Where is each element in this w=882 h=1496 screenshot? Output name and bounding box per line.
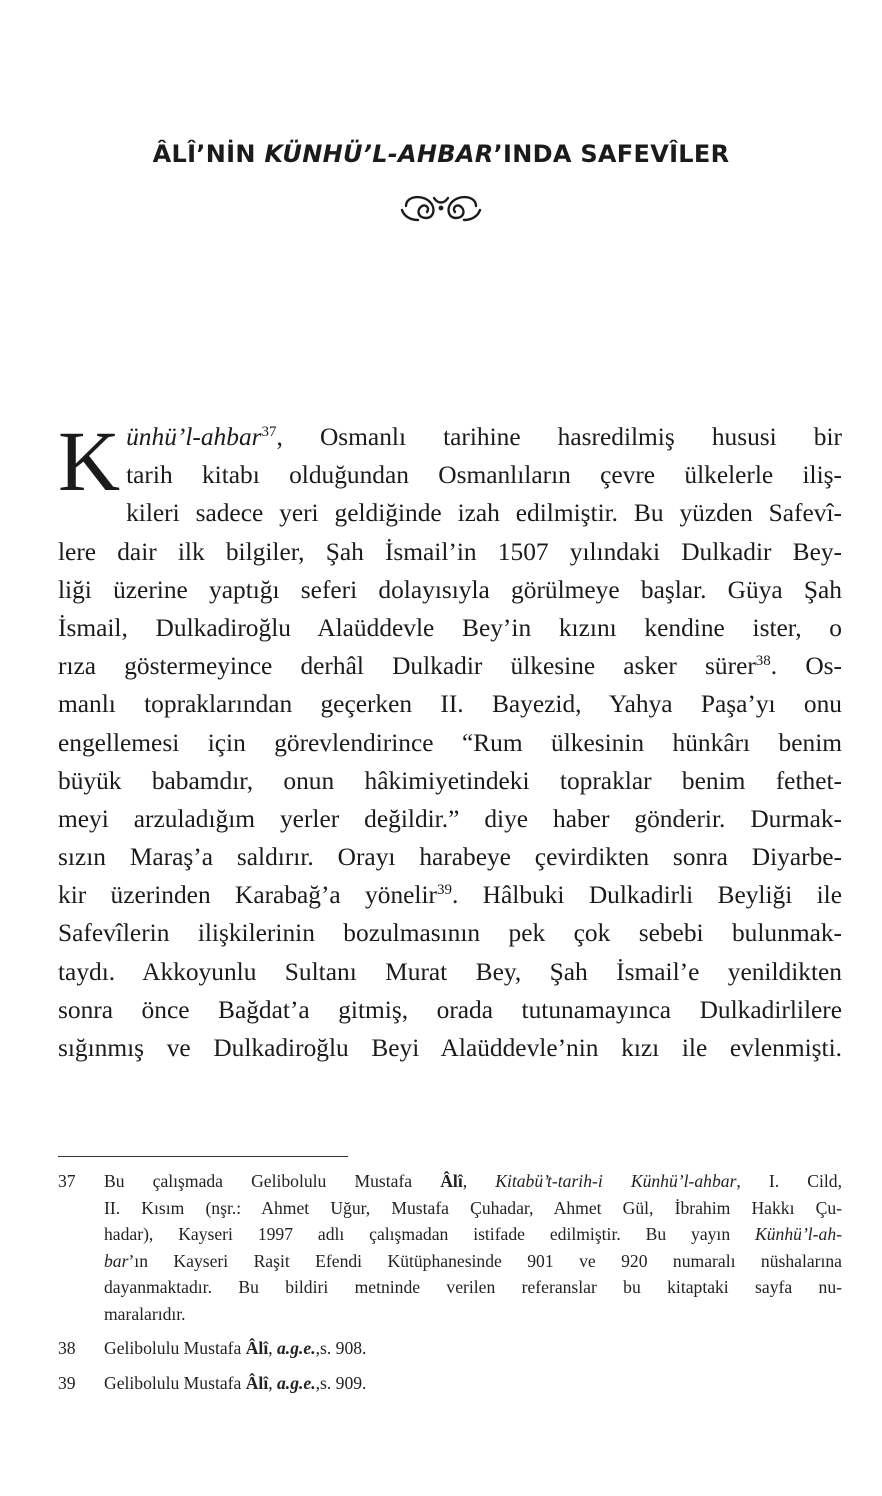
body-line: sığınmış ve Dulkadiroğlu Beyi Alaüddevle’nin kızı ile evlenmişti.	[58, 1034, 842, 1062]
body-line: rıza göstermeyince derhâl Dulkadir ülkesine asker sürer$^{38}$. Os-	[58, 652, 842, 681]
body-line: lere dair ilk bilgiler, Şah İsmail’in 1507 yılındaki Dulkadir Bey-	[58, 537, 842, 566]
drop-cap: K	[58, 413, 121, 509]
body-line: büyük babamdır, onun hâkimiyetindeki topraklar benim fethet-	[58, 766, 842, 795]
title-part-1: ÂLÎ’NİN	[152, 140, 265, 168]
footnotes	[58, 1168, 842, 1404]
footnote-39	[58, 1370, 842, 1397]
body-line: meyi arzuladığım yerler değildir.” diye haber gönderir. Durmak-	[58, 804, 842, 833]
body-line: Safevîlerin ilişkilerinin bozulmasının pek çok sebebi bulunmak-	[58, 919, 842, 948]
footnote-text: Gelibolulu Mustafa Âlî, a.g.e.,s. 909.	[104, 1372, 367, 1393]
footnote-ref-38[interactable]: 38	[755, 653, 771, 670]
body-line: ünhü’l-ahbar$^{37}$, Osmanlı tarihine hasredilmiş hususi bir	[126, 423, 842, 451]
body-line: tarih kitabı olduğundan Osmanlıların çevre ülkelerle iliş-	[126, 461, 842, 490]
footnote-38	[58, 1335, 842, 1362]
footnote-number: 37	[58, 1171, 76, 1191]
body-line: sonra önce Bağdat’a gitmiş, orada tutunamayınca Dulkadirlilere	[58, 995, 842, 1024]
footnote-number: 38	[58, 1338, 76, 1358]
body-line: İsmail, Dulkadiroğlu Alaüddevle Bey’in kızını kendine ister, o	[58, 613, 842, 642]
body-line: kileri sadece yeri geldiğinde izah edilmiştir. Bu yüzden Safevî-	[126, 499, 842, 528]
title-part-2: ’INDA SAFEVÎLER	[493, 140, 730, 168]
body-line: taydı. Akkoyunlu Sultanı Murat Bey, Şah İsmail’e yenildikten	[58, 957, 842, 986]
footnote-37	[58, 1168, 842, 1327]
footnote-number: 39	[58, 1372, 76, 1393]
footnote-ref-39[interactable]: 39	[436, 882, 452, 899]
footnote-text: Bu çalışmada Gelibolulu Mustafa Âlî, Kitabü’t-tarih-i Künhü’l-ahbar, I. Cild, II. Kısım (nşr.: Ahmet Uğur, Mustafa Çuhadar, Ahmet Gül, İbrahim Hakkı Çu- hadar), Kayseri 1997 adlı çalışmadan istifade edilmiştir. Bu yayın Künhü’l-ah- bar’ın Kayseri Raşit Efendi Kütüphanesinde 901 ve 920 numaralı nüshalarına dayanmaktadır. Bu bildiri metninde verilen referanslar bu kitaptaki sayfa nu- maralarıdır.	[104, 1171, 843, 1324]
body-line: liği üzerine yaptığı seferi dolayısıyla görülmeye başlar. Güya Şah	[58, 575, 842, 604]
footnote-ref-37[interactable]: 37	[261, 424, 277, 440]
body-line: sızın Maraş’a saldırır. Orayı harabeye çevirdikten sonra Diyarbe-	[58, 843, 842, 872]
body-line: manlı topraklarından geçerken II. Bayezid, Yahya Paşa’yı onu	[58, 690, 842, 719]
title-italic: KÜNHÜ’L-AHBAR	[264, 140, 494, 168]
footnote-text: Gelibolulu Mustafa Âlî, a.g.e.,s. 908.	[104, 1338, 367, 1358]
chapter-title	[0, 140, 882, 168]
body-paragraph	[58, 413, 843, 1067]
footnote-divider	[58, 1156, 348, 1157]
body-line: engellemesi için görevlendirince “Rum ülkesinin hünkârı benim	[58, 728, 842, 757]
fleuron-ornament-icon	[400, 190, 482, 222]
body-line: kir üzerinden Karabağ’a yönelir$^{39}$. Hâlbuki Dulkadirli Beyliği ile	[58, 881, 843, 910]
